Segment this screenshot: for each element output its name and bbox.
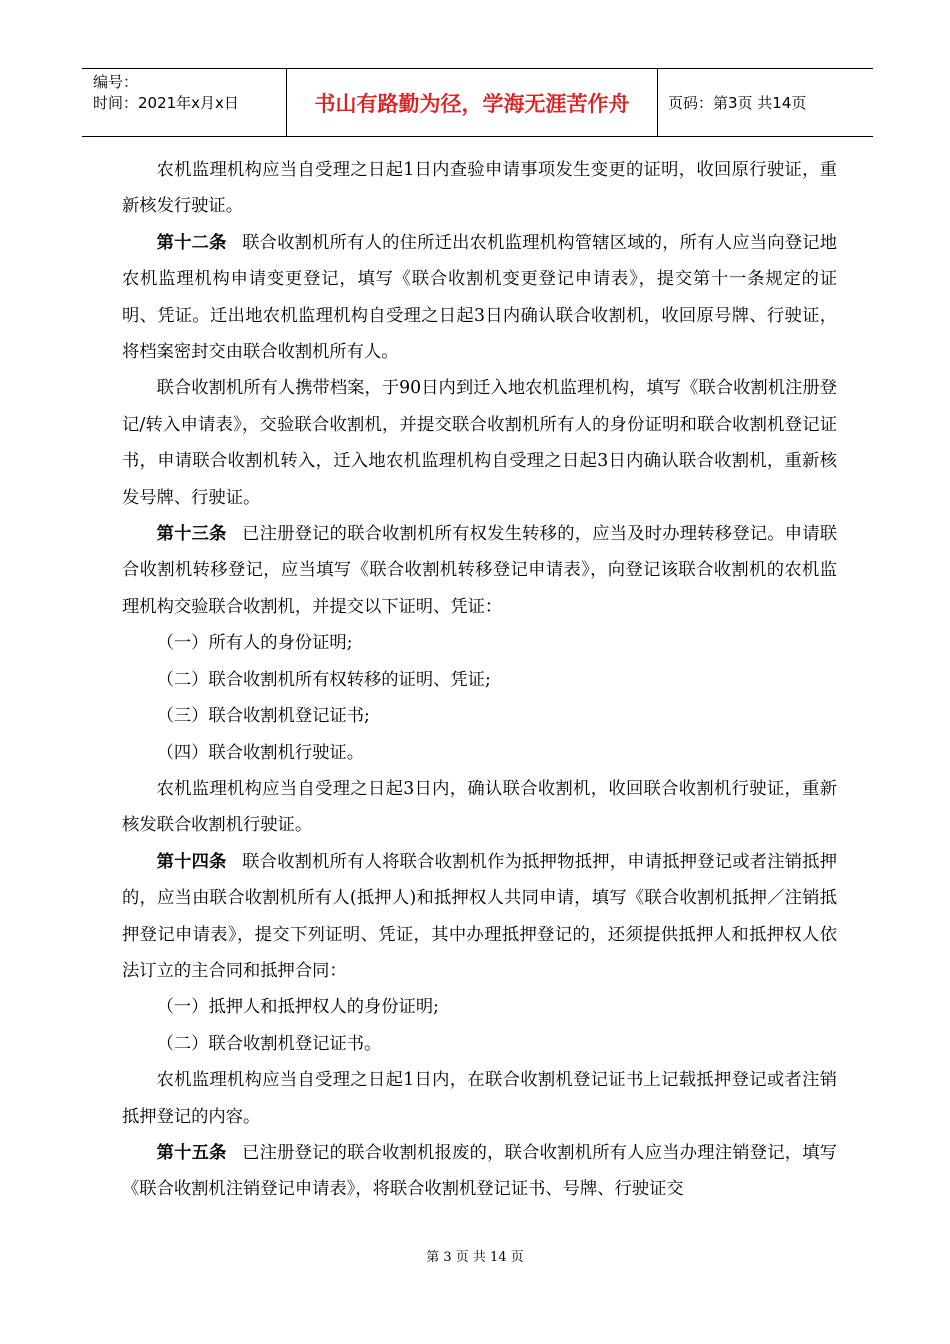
header-motto: 书山有路勤为径，学海无涯苦作舟 [286,69,658,136]
paragraph [122,516,837,625]
paragraph-text: 农机监理机构应当自受理之日起1日内，在联合收割机登记证书上记载抵押登记或者注销抵押登记的内容。 [122,1070,837,1127]
paragraph [122,625,837,661]
paragraph [122,370,837,516]
article-number: 第十四条 [156,851,227,872]
paragraph-text: 已注册登记的联合收割机报废的，联合收割机所有人应当办理注销登记，填写《联合收割机注销登记申请表》，将联合收割机登记证书、号牌、行驶证交 [122,1142,837,1200]
paragraph-text: 农机监理机构应当自受理之日起1日内查验申请事项发生变更的证明，收回原行驶证，重新核发行驶证。 [122,160,837,217]
paragraph-text: （一）抵押人和抵押权人的身份证明; [156,997,439,1018]
paragraph-text: 已注册登记的联合收割机所有权发生转移的，应当及时办理转移登记。申请联合收割机转移登记，应当填写《联合收割机转移登记申请表》，向登记该联合收割机的农机监理机构交验联合收割机，并提交以下证明、凭证： [122,524,837,617]
paragraph [122,698,837,734]
article-number: 第十五条 [156,1142,227,1163]
paragraph-text: 联合收割机所有人的住所迁出农机监理机构管辖区域的，所有人应当向登记地农机监理机构申请变更登记，填写《联合收割机变更登记申请表》，提交第十一条规定的证明、凭证。迁出地农机监理机构自受理之日起3日内确认联合收割机，收回原号牌、行驶证，将档案密封交由联合收割机所有人。 [122,232,837,363]
header-meta [82,69,286,136]
paragraph [122,1026,837,1062]
paragraph-text: （三）联合收割机登记证书; [156,706,370,727]
paragraph [122,225,837,371]
article-number: 第十三条 [156,524,227,545]
header-page-number: 页码：第3页 共14页 [668,94,807,112]
paragraph-text: 农机监理机构应当自受理之日起3日内，确认联合收割机，收回联合收割机行驶证，重新核发联合收割机行驶证。 [122,778,837,836]
paragraph [122,152,837,225]
article-number: 第十二条 [156,232,227,253]
document-date: 时间：2021年x月x日 [93,94,239,112]
paragraph [122,1135,837,1208]
paragraph-text: 联合收割机所有人将联合收割机作为抵押物抵押，申请抵押登记或者注销抵押的，应当由联合收割机所有人(抵押人)和抵押权人共同申请，填写《联合收割机抵押／注销抵押登记申请表》，提交下列证明、凭证，其中办理抵押登记的，还须提供抵押人和抵押权人依法订立的主合同和抵押合同： [122,851,837,981]
paragraph-text: （二）联合收割机登记证书。 [156,1033,382,1054]
paragraph-text: （二）联合收割机所有权转移的证明、凭证; [156,669,491,690]
document-number: 编号： [93,73,139,91]
page-header [82,68,873,137]
paragraph-text: （一）所有人的身份证明; [156,633,353,654]
paragraph [122,662,837,698]
paragraph [122,1062,837,1135]
paragraph-text: 联合收割机所有人携带档案，于90日内到迁入地农机监理机构，填写《联合收割机注册登记/转入申请表》，交验联合收割机，并提交联合收割机所有人的身份证明和联合收割机登记证书，申请联合收割机转入，迁入地农机监理机构自受理之日起3日内确认联合收割机，重新核发号牌、行驶证。 [122,378,837,508]
paragraph [122,771,837,844]
document-body [122,152,837,1208]
paragraph [122,735,837,771]
paragraph [122,989,837,1025]
paragraph-text: （四）联合收割机行驶证。 [156,742,364,763]
paragraph [122,844,837,990]
page-footer: 第 3 页 共 14 页 [426,1250,524,1265]
